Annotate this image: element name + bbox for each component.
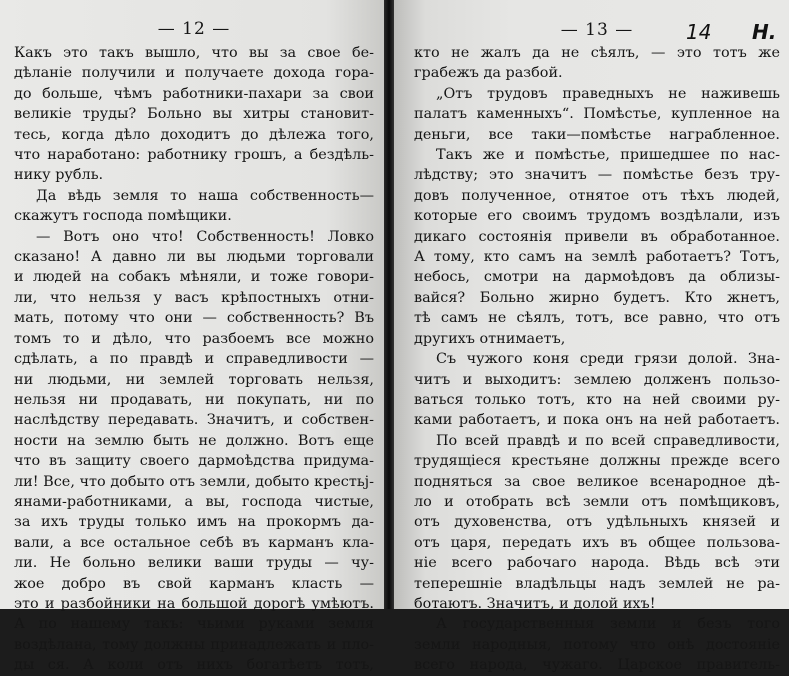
text-line: „Отъ трудовъ праведныхъ не наживешь bbox=[436, 85, 780, 102]
text-line: Такъ же и помѣстье, пришедшее по нас- bbox=[436, 147, 780, 164]
text-line: А по нашему такъ: чьими руками земля bbox=[14, 616, 374, 633]
text-line: ботаютъ. Значитъ, и долой ихъ! bbox=[414, 595, 656, 612]
text-line: ли. Не больно велики ваши труды — чу- bbox=[14, 555, 374, 572]
text-line: это и разбойники на большой дорогѣ умѣютъ. bbox=[14, 595, 374, 612]
text-line: нельзя ни продавать, ни покупать, ни по bbox=[14, 391, 374, 408]
text-line: ности на землю быть не должно. Вотъ еще bbox=[14, 432, 374, 449]
text-line: А тому, кто самъ на землѣ работаетъ? Тотъ, bbox=[414, 249, 780, 266]
text-line: лѣдству; это значитъ — помѣстье безъ тру- bbox=[414, 167, 780, 184]
text-line: ками работаетъ, и пока онъ на ней работаетъ. bbox=[414, 412, 780, 429]
text-line: мать, потому что они — собственность? Въ bbox=[14, 310, 374, 327]
text-line: довъ полученное, отнятое отъ тѣхъ людей, bbox=[414, 187, 780, 204]
text-line: читъ и выходитъ: землею долженъ пользо- bbox=[414, 371, 780, 388]
text-line: По всей правдѣ и по всей справедливости, bbox=[436, 432, 780, 449]
text-line: что въ защиту своего дармоѣдства придума- bbox=[14, 453, 374, 470]
text-line: воздѣлана, тому должны принадлежать и пло- bbox=[14, 636, 374, 653]
text-line: палатъ каменныхъ“. Помѣстье, купленное на bbox=[414, 106, 780, 123]
text-line: — Вотъ оно что! Собственность! Ловко bbox=[36, 228, 374, 245]
text-line: ды ся. А коли отъ нихъ богатѣетъ тотъ, bbox=[14, 657, 374, 674]
text-line: сдѣлать, а по правдѣ и справедливости — bbox=[14, 351, 374, 368]
text-line: грабежъ да разбой. bbox=[414, 65, 563, 82]
text-line: деньги, все таки—помѣстье награбленное. bbox=[414, 126, 780, 143]
text-line: Какъ это такъ вышло, что вы за свое бе- bbox=[14, 45, 374, 61]
page-number-left: — 12 — bbox=[157, 19, 231, 39]
text-line: скажутъ господа помѣщики. bbox=[14, 208, 232, 225]
text-line: вали, а все остальное себѣ въ карманъ кла- bbox=[14, 534, 374, 551]
text-line: жое добро въ свой карманъ класть — bbox=[14, 575, 374, 592]
left-page-text bbox=[14, 43, 374, 676]
text-line: дикаго состоянія привели въ обработанное. bbox=[414, 228, 780, 245]
text-line: ли, что нельзя у васъ крѣпостныхъ отни- bbox=[14, 289, 374, 306]
text-line: ло и отобрать всѣ земли отъ помѣщиковъ, bbox=[414, 493, 780, 510]
text-line: трудящіеся крестьяне должны прежде всего bbox=[414, 453, 780, 470]
text-line: тѣ самъ не сѣялъ, тотъ, все равно, что отъ bbox=[414, 310, 780, 327]
text-line: вайся? Больно жирно будетъ. Кто жнетъ, bbox=[414, 289, 780, 306]
text-line: нику рубль. bbox=[14, 167, 104, 184]
text-line: ніе всего рабочаго народа. Вѣдь всѣ эти bbox=[414, 555, 780, 572]
right-page bbox=[394, 0, 789, 674]
text-line: кто не жалъ да не сѣялъ, — это тотъ же bbox=[414, 45, 780, 61]
text-line: янами-работниками, а вы, господа чистые, bbox=[14, 493, 374, 510]
handwritten-page-annotation: 14 bbox=[686, 20, 712, 44]
text-line: наслѣдству передавать. Значитъ, и собствен- bbox=[14, 412, 374, 429]
text-line: А государственныя земли и безъ того bbox=[436, 616, 780, 633]
book-gutter bbox=[384, 0, 394, 609]
text-line: дѣланіе получили и получаете дохода гора- bbox=[14, 65, 374, 82]
text-line: тесь, когда дѣло доходитъ до дѣлежа того, bbox=[14, 126, 374, 143]
left-page bbox=[0, 0, 384, 674]
text-line: отъ духовенства, отъ удѣльныхъ князей и bbox=[414, 514, 780, 531]
text-line: другихъ отнимаетъ, bbox=[414, 330, 566, 347]
text-line: ни людьми, ни землей торговать нельзя, bbox=[14, 371, 374, 388]
text-line: ваться только тотъ, кто на ней своими ру- bbox=[414, 391, 780, 408]
text-line: земли народныя, потому что онѣ достояніе bbox=[414, 636, 780, 653]
text-line: отъ царя, передать ихъ въ общее пользова- bbox=[414, 534, 780, 551]
text-line: подняться за свое великое всенародное дѣ- bbox=[414, 473, 780, 490]
text-line: Да вѣдь земля то наша собственность— bbox=[36, 187, 374, 204]
text-line: что наработано: работнику грошъ, а бездѣль- bbox=[14, 147, 374, 164]
text-line: ли! Все, что добыто отъ земли, добыто крестьј- bbox=[14, 473, 374, 490]
text-line: и людей на собакъ мѣняли, и тоже говори- bbox=[14, 269, 374, 286]
text-line: небось, смотри на дармоѣдовъ да облизы- bbox=[414, 269, 780, 286]
handwritten-mark-annotation: Н. bbox=[752, 20, 777, 44]
text-line: которые его своимъ трудомъ воздѣлали, изъ bbox=[414, 208, 780, 225]
text-line: до больше, чѣмъ работники-пахари за свои bbox=[14, 85, 374, 102]
page-number-right: — 13 — bbox=[560, 20, 634, 40]
text-line: за ихъ труды только имъ на прокормъ да- bbox=[14, 514, 374, 531]
text-line: сказано! А давно ли вы людьми торговали bbox=[14, 249, 374, 266]
right-page-text bbox=[414, 43, 780, 676]
text-line: всего народа, чужаго. Царское правитель- bbox=[414, 657, 780, 674]
text-line: великіе труды? Больно вы хитры становит- bbox=[14, 106, 374, 123]
text-line: Съ чужого коня среди грязи долой. Зна- bbox=[436, 351, 780, 368]
text-line: теперешніе владѣльцы надъ землей не ра- bbox=[414, 575, 780, 592]
text-line: томъ то и дѣло, что разбоемъ все можно bbox=[14, 330, 374, 347]
